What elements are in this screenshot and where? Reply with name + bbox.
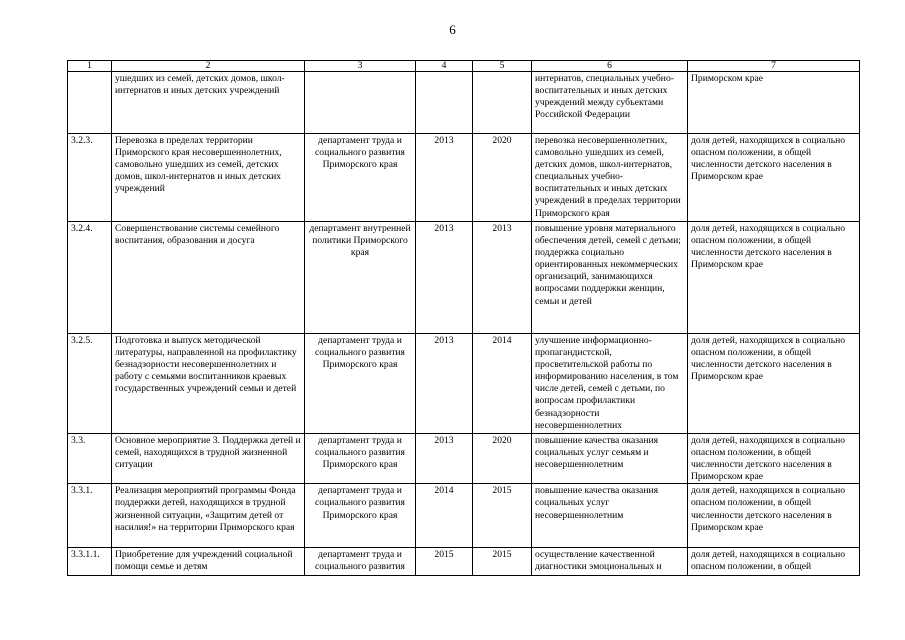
table-row [68, 484, 860, 548]
indicator-cell: доля детей, находящихся в социально опасном положении, в общей численности детского населения в Приморском крае [688, 134, 860, 222]
start-year-cell: 2013 [416, 134, 473, 222]
indicator-cell: доля детей, находящихся в социально опасном положении, в общей численности детского населения в Приморском крае [688, 222, 860, 334]
measure-name-cell: Приобретение для учреждений социальной помощи семье и детям [112, 548, 305, 576]
executor-cell: департамент труда и социального развития [305, 548, 416, 576]
executor-cell: департамент труда и социального развития Приморского края [305, 434, 416, 484]
start-year-cell: 2013 [416, 334, 473, 434]
measure-number-cell: 3.2.3. [68, 134, 112, 222]
start-year-cell: 2014 [416, 484, 473, 548]
end-year-cell: 2020 [473, 134, 532, 222]
page-number: 6 [449, 22, 456, 37]
expected-result-cell: повышение качества оказания социальных услуг несовершеннолетним [532, 484, 688, 548]
measure-number-cell: 3.2.5. [68, 334, 112, 434]
indicator-cell: доля детей, находящихся в социально опасном положении, в общей численности детского населения в Приморском крае [688, 334, 860, 434]
executor-cell: департамент труда и социального развития Приморского края [305, 484, 416, 548]
measure-name-cell: Реализация мероприятий программы Фонда поддержки детей, находящихся в трудной жизненной ситуации, «Защитим детей от насилия!» на территории Приморского края [112, 484, 305, 548]
end-year-cell: 2013 [473, 222, 532, 334]
table-row [68, 134, 860, 222]
table-row [68, 548, 860, 576]
table-row [68, 334, 860, 434]
measure-number-cell: 3.3.1. [68, 484, 112, 548]
measure-name-cell: Основное мероприятие 3. Поддержка детей и семей, находящихся в трудной жизненной ситуации [112, 434, 305, 484]
end-year-cell: 2020 [473, 434, 532, 484]
column-number-3: 3 [305, 61, 416, 72]
expected-result-cell: улучшение информационно-пропагандистской, просветительской работы по информированию населения, в том числе детей, семей с детьми, по вопросам профилактики безнадзорности несовершеннолетних [532, 334, 688, 434]
measure-name-cell: ушедших из семей, детских домов, школ-интернатов и иных детских учреждений [112, 72, 305, 134]
end-year-cell: 2014 [473, 334, 532, 434]
executor-cell [305, 72, 416, 134]
measure-number-cell: 3.3. [68, 434, 112, 484]
indicator-cell: доля детей, находящихся в социально опасном положении, в общей численности детского населения в Приморском крае [688, 434, 860, 484]
start-year-cell: 2013 [416, 434, 473, 484]
table-row [68, 72, 860, 134]
column-number-6: 6 [532, 61, 688, 72]
expected-result-cell: осуществление качественной диагностики эмоциональных и [532, 548, 688, 576]
column-number-2: 2 [112, 61, 305, 72]
indicator-cell: доля детей, находящихся в социально опасном положении, в общей [688, 548, 860, 576]
measure-number-cell [68, 72, 112, 134]
expected-result-cell: повышение уровня материального обеспечения детей, семей с детьми; поддержка социально ориентированных некоммерческих организаций, занимающихся вопросами поддержки женщин, семьи и детей [532, 222, 688, 334]
executor-cell: департамент труда и социального развития Приморского края [305, 134, 416, 222]
executor-cell: департамент внутренней политики Приморского края [305, 222, 416, 334]
start-year-cell: 2013 [416, 222, 473, 334]
measure-name-cell: Подготовка и выпуск методической литературы, направленной на профилактику безнадзорности несовершеннолетних и работу с семьями воспитанников краевых государственных учреждений семьи и детей [112, 334, 305, 434]
measure-name-cell: Перевозка в пределах территории Приморского края несовершеннолетних, самовольно ушедших из семей, детских домов, школ-интернатов и иных детских учреждений [112, 134, 305, 222]
measures-table [67, 60, 860, 576]
measure-number-cell: 3.3.1.1. [68, 548, 112, 576]
end-year-cell [473, 72, 532, 134]
column-number-4: 4 [416, 61, 473, 72]
expected-result-cell: интернатов, специальных учебно-воспитательных и иных детских учреждений между субъектами Российской Федерации [532, 72, 688, 134]
column-number-1: 1 [68, 61, 112, 72]
expected-result-cell: повышение качества оказания социальных услуг семьям и несовершеннолетним [532, 434, 688, 484]
executor-cell: департамент труда и социального развития Приморского края [305, 334, 416, 434]
measure-name-cell: Совершенствование системы семейного воспитания, образования и досуга [112, 222, 305, 334]
indicator-cell: Приморском крае [688, 72, 860, 134]
expected-result-cell: перевозка несовершеннолетних, самовольно ушедших из семей, детских домов, школ-интернатов, специальных учебно-воспитательных и иных детских учреждений в пределах территории Приморского края [532, 134, 688, 222]
start-year-cell: 2015 [416, 548, 473, 576]
table-header-row [68, 61, 860, 72]
column-number-5: 5 [473, 61, 532, 72]
table-row [68, 222, 860, 334]
end-year-cell: 2015 [473, 484, 532, 548]
indicator-cell: доля детей, находящихся в социально опасном положении, в общей численности детского населения в Приморском крае [688, 484, 860, 548]
end-year-cell: 2015 [473, 548, 532, 576]
column-number-7: 7 [688, 61, 860, 72]
start-year-cell [416, 72, 473, 134]
table-row [68, 434, 860, 484]
measure-number-cell: 3.2.4. [68, 222, 112, 334]
